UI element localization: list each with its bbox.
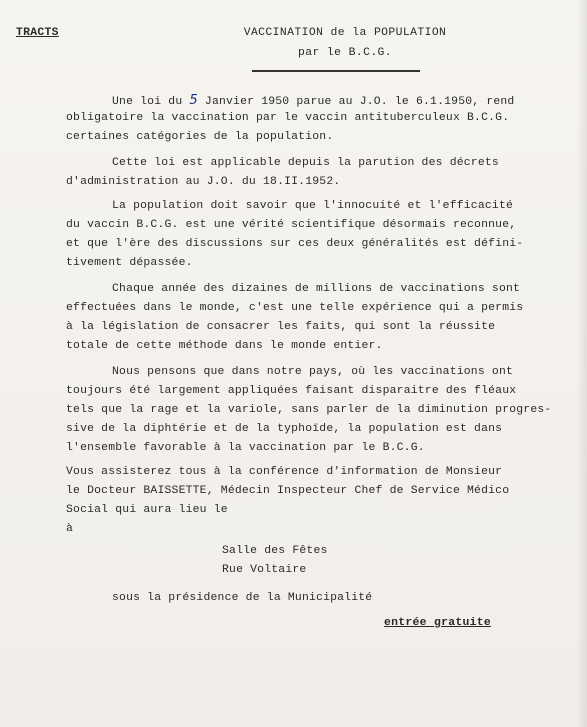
document-subtitle: par le B.C.G. (297, 47, 393, 59)
paragraph-1-text-end: Janvier 1950 parue au J.O. le 6.1.1950, rend (197, 96, 515, 108)
paragraph-5-line-1: Nous pensons que dans notre pays, où les vaccinations ont (112, 366, 514, 378)
paragraph-4-line-1: Chaque année des dizaines de millions de vaccinations sont (112, 283, 521, 295)
paragraph-1-line-3: certaines catégories de la population. (66, 131, 334, 143)
page-edge-shadow (577, 0, 587, 727)
free-entry-note: entrée gratuite (384, 617, 492, 629)
paragraph-5-line-4: sive de la diphtérie et de la typhoïde, la population est dans (66, 423, 503, 435)
paragraph-6-line-2: le Docteur BAISSETTE, Médecin Inspecteur Chef de Service Médico (66, 485, 510, 497)
paragraph-3-line-3: et que l'ère des discussions sur ces deux généralités est défini- (66, 238, 524, 250)
paragraph-1-line-1 (112, 93, 514, 108)
handwritten-day: 5 (189, 93, 198, 108)
paragraph-4-line-3: à la législation de consacrer les faits, qui sont la réussite (66, 321, 496, 333)
title-underline (252, 70, 420, 72)
paragraph-4-line-4: totale de cette méthode dans le monde entier. (66, 340, 383, 352)
document-title: VACCINATION de la POPULATION (243, 27, 447, 39)
paragraph-5-line-3: tels que la rage et la variole, sans parler de la diminution progres- (66, 404, 552, 416)
paragraph-2-line-2: d'administration au J.O. du 18.II.1952. (66, 176, 341, 188)
tracts-label: TRACTS (16, 27, 59, 39)
paragraph-3-line-4: tivement dépassée. (66, 257, 193, 269)
presidency-line: sous la présidence de la Municipalité (112, 592, 373, 604)
paragraph-1-line-2: obligatoire la vaccination par le vaccin antituberculeux B.C.G. (66, 112, 510, 124)
paragraph-6-line-3: Social qui aura lieu le (66, 504, 228, 516)
paragraph-5-line-2: toujours été largement appliquées faisant disparaitre des fléaux (66, 385, 517, 397)
venue-hall: Salle des Fêtes (222, 545, 328, 557)
paragraph-4-line-2: effectuées dans le monde, c'est une telle expérience qui a permis (66, 302, 524, 314)
paragraph-3-line-1: La population doit savoir que l'innocuité et l'efficacité (112, 200, 514, 212)
paragraph-1-text-start: Une loi du (112, 96, 190, 108)
paragraph-6-line-4: à (66, 523, 74, 535)
paragraph-3-line-2: du vaccin B.C.G. est une vérité scientifique désormais reconnue, (66, 219, 517, 231)
paragraph-6-line-1: Vous assisterez tous à la conférence d'information de Monsieur (66, 466, 503, 478)
venue-street: Rue Voltaire (222, 564, 307, 576)
paragraph-5-line-5: l'ensemble favorable à la vaccination par le B.C.G. (66, 442, 425, 454)
paragraph-2-line-1: Cette loi est applicable depuis la parution des décrets (112, 157, 499, 169)
